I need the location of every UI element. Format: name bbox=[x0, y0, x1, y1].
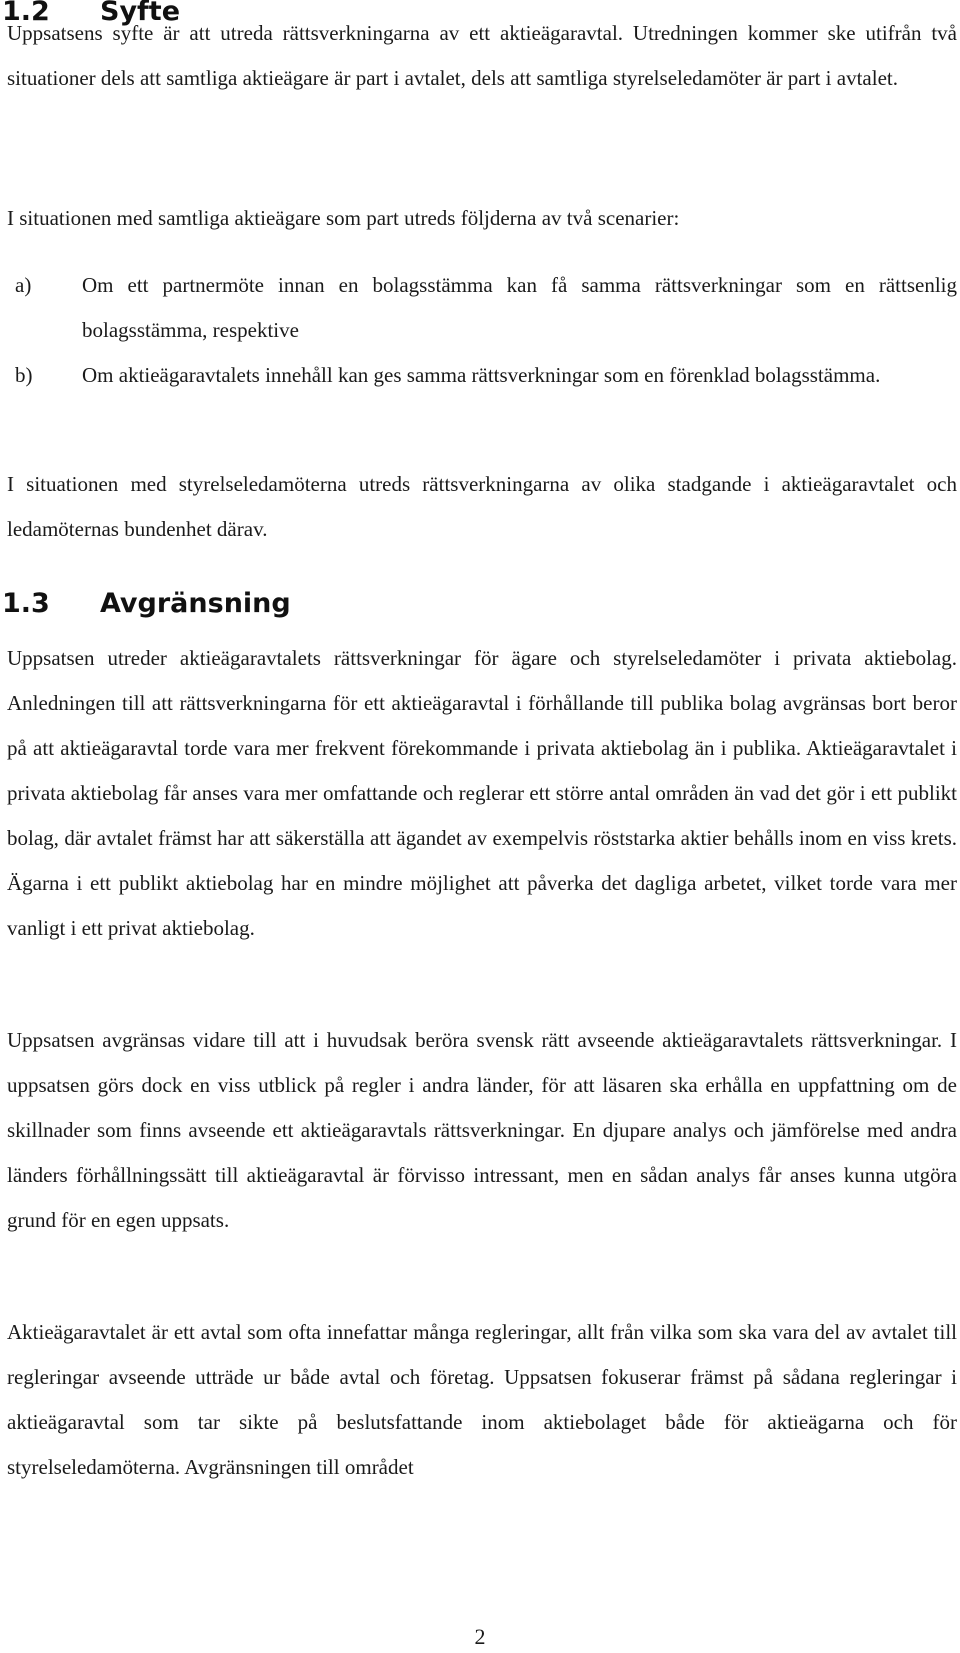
syfte-paragraph-3: I situationen med styrelseledamöterna utreds rättsverkningarna av olika stadgande i aktieägaravtalet och ledamöternas bundenhet därav. bbox=[7, 472, 957, 541]
list-item bbox=[7, 263, 957, 353]
syfte-paragraph-2: I situationen med samtliga aktieägare som part utreds följderna av två scenarier: bbox=[7, 206, 680, 230]
list-item-text: Om aktieägaravtalets innehåll kan ges samma rättsverkningar som en förenklad bolagsstämma. bbox=[82, 363, 881, 387]
avgransning-paragraph-1: Uppsatsen utreder aktieägaravtalets rättsverkningar för ägare och styrelseledamöter i privata aktiebolag. Anledningen till att rättsverkningarna för ett aktieägaravtal i förhållande till publika bolag avgränsas bort beror på att aktieägaravtal torde vara mer frekvent förekommande i privata aktiebolag än i publika. Aktieägaravtalet i privata aktiebolag får anses vara mer omfattande och reglerar ett större antal områden än vad det gör i ett publikt bolag, där avtalet främst har att säkerställa att ägandet av exempelvis röststarka aktier behålls inom en viss krets. Ägarna i ett publikt aktiebolag har en mindre möjlighet att påverka det dagliga arbetet, vilket torde vara mer vanligt i ett privat aktiebolag. bbox=[7, 646, 957, 940]
section-number: 1.2 bbox=[2, 0, 50, 27]
syfte-paragraph-1: Uppsatsens syfte är att utreda rättsverkningarna av ett aktieägaravtal. Utredningen kommer ske utifrån två situationer dels att samtliga aktieägare är part i avtalet, dels att samtliga styrelseledamöter är part i avtalet. bbox=[7, 21, 957, 90]
section-heading-avgransning bbox=[2, 588, 291, 619]
list-marker: a) bbox=[15, 273, 32, 297]
section-title: Syfte bbox=[100, 0, 181, 27]
section-number: 1.3 bbox=[2, 588, 50, 619]
list-item bbox=[7, 353, 957, 398]
section-title: Avgränsning bbox=[100, 588, 291, 619]
list-item-text: Om ett partnermöte innan en bolagsstämma kan få samma rättsverkningar som en rättsenlig bolagsstämma, respektive bbox=[82, 273, 957, 342]
avgransning-paragraph-3: Aktieägaravtalet är ett avtal som ofta innefattar många regleringar, allt från vilka som ska vara del av avtalet till regleringar avseende utträde ur både avtal och företag. Uppsatsen fokuserar främst på sådana regleringar i aktieägaravtal som tar sikte på beslutsfattande inom aktiebolaget både för aktieägarna och för styrelseledamöterna. Avgränsningen till området bbox=[7, 1320, 957, 1479]
list-marker: b) bbox=[15, 363, 33, 387]
page-number: 2 bbox=[474, 1624, 486, 1649]
scenario-list bbox=[7, 263, 957, 398]
avgransning-paragraph-2: Uppsatsen avgränsas vidare till att i huvudsak beröra svensk rätt avseende aktieägaravtalets rättsverkningar. I uppsatsen görs dock en viss utblick på regler i andra länder, för att läsaren ska erhålla en uppfattning om de skillnader som finns avseende ett aktieägaravtals rättsverkningar. En djupare analys och jämförelse med andra länders förhållningssätt till aktieägaravtal är förvisso intressant, men en sådan analys får anses kunna utgöra grund för en egen uppsats. bbox=[7, 1028, 957, 1232]
